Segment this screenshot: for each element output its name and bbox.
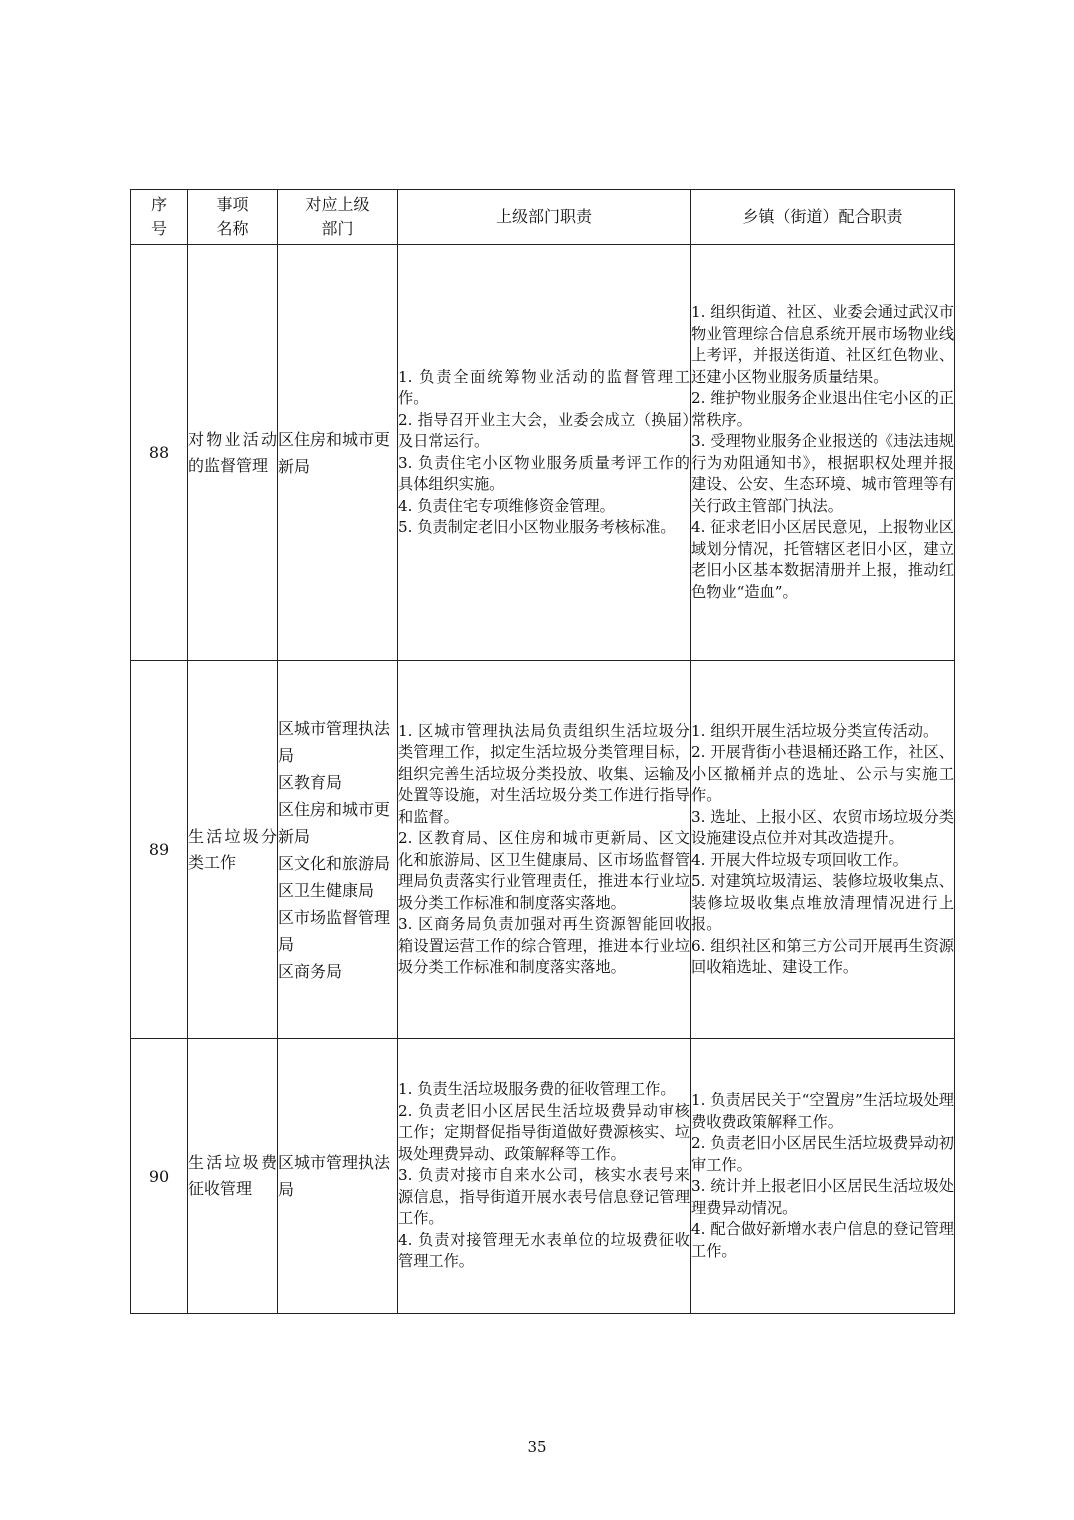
dept-item: 区城市管理执法局	[278, 1153, 391, 1199]
duty-item: 1. 负责生活垃圾服务费的征收管理工作。	[398, 1080, 676, 1099]
header-dept: 对应上级部门	[278, 190, 398, 245]
header-seq: 序号	[131, 190, 188, 245]
duty-item: 2. 负责老旧小区居民生活垃圾费异动审核工作；定期督促指导街道做好费源核实、垃圾处理费异动、政策解释等工作。	[398, 1101, 690, 1163]
header-name: 事项名称	[188, 190, 278, 245]
row-coop	[691, 245, 955, 661]
row-dept	[278, 1039, 398, 1314]
coop-item: 1. 组织街道、社区、业委会通过武汉市物业管理综合信息系统开展市场物业线上考评，并报送街道、社区红色物业、还建小区物业服务质量结果。	[691, 303, 954, 386]
duty-item: 3. 负责住宅小区物业服务质量考评工作的具体组织实施。	[398, 453, 690, 493]
duty-table	[130, 189, 955, 1314]
header-row	[131, 190, 955, 245]
row-duties	[398, 661, 691, 1039]
duty-item: 1. 负责全面统筹物业活动的监督管理工作。	[398, 367, 690, 407]
table-row	[131, 245, 955, 661]
dept-item: 区卫生健康局	[278, 880, 375, 900]
coop-item: 2. 维护物业服务企业退出住宅小区的正常秩序。	[691, 389, 954, 429]
duty-item: 1. 区城市管理执法局负责组织生活垃圾分类管理工作，拟定生活垃圾分类管理目标，组织完善生活垃圾分类投放、收集、运输及处置等设施，对生活垃圾分类工作进行指导和监督。	[398, 721, 690, 826]
row-coop	[691, 661, 955, 1039]
table-row	[131, 661, 955, 1039]
row-name: 生活垃圾分类工作	[188, 661, 278, 1039]
row-duties	[398, 245, 691, 661]
coop-item: 2. 开展背街小巷退桶还路工作，社区、小区撤桶并点的选址、公示与实施工作。	[691, 743, 954, 804]
duty-item: 3. 负责对接市自来水公司，核实水表号来源信息，指导街道开展水表号信息登记管理工作。	[398, 1166, 690, 1228]
table-row	[131, 1039, 955, 1314]
coop-item: 6. 组织社区和第三方公司开展再生资源回收箱选址、建设工作。	[691, 936, 954, 976]
row-dept	[278, 661, 398, 1039]
dept-item: 区住房和城市更新局	[278, 429, 391, 476]
coop-item: 3. 受理物业服务企业报送的《违法违规行为劝阻通知书》，根据职权处理并报建设、公安、生态环境、城市管理等有关行政主管部门执法。	[691, 432, 954, 515]
row-dept	[278, 245, 398, 661]
coop-item: 1. 组织开展生活垃圾分类宣传活动。	[691, 721, 939, 740]
duty-item: 4. 负责住宅专项维修资金管理。	[398, 496, 615, 515]
coop-item: 1. 负责居民关于“空置房”生活垃圾处理费收费政策解释工作。	[691, 1091, 954, 1131]
row-name: 对物业活动的监督管理	[188, 245, 278, 661]
row-duties	[398, 1039, 691, 1314]
row-seq: 88	[131, 245, 188, 661]
coop-item: 4. 征求老旧小区居民意见，上报物业区域划分情况，托管辖区老旧小区，建立老旧小区基本数据清册并上报，推动红色物业“造血”。	[691, 518, 954, 601]
dept-item: 区住房和城市更新局	[278, 799, 391, 846]
dept-item: 区文化和旅游局	[278, 853, 391, 873]
page-number: 35	[527, 1438, 547, 1456]
dept-item: 区市场监督管理局	[278, 907, 391, 954]
dept-item: 区教育局	[278, 772, 343, 792]
coop-item: 2. 负责老旧小区居民生活垃圾费异动初审工作。	[691, 1134, 954, 1174]
row-seq: 89	[131, 661, 188, 1039]
header-duties: 上级部门职责	[398, 190, 691, 245]
coop-item: 3. 选址、上报小区、农贸市场垃圾分类设施建设点位并对其改造提升。	[691, 807, 954, 847]
header-coop: 乡镇（街道）配合职责	[691, 190, 955, 245]
row-name: 生活垃圾费征收管理	[188, 1039, 278, 1314]
duty-item: 4. 负责对接管理无水表单位的垃圾费征收管理工作。	[398, 1230, 690, 1271]
row-coop	[691, 1039, 955, 1314]
duty-item: 5. 负责制定老旧小区物业服务考核标准。	[398, 518, 676, 536]
row-seq: 90	[131, 1039, 188, 1314]
duty-item: 2. 指导召开业主大会，业委会成立（换届）及日常运行。	[398, 410, 690, 450]
coop-item: 4. 配合做好新增水表户信息的登记管理工作。	[691, 1220, 954, 1260]
dept-item: 区城市管理执法局	[278, 718, 391, 765]
coop-item: 5. 对建筑垃圾清运、装修垃圾收集点、装修垃圾收集点堆放清理情况进行上报。	[691, 872, 954, 933]
duty-item: 3. 区商务局负责加强对再生资源智能回收箱设置运营工作的综合管理，推进本行业垃圾分类工作标准和制度落实落地。	[398, 915, 690, 976]
coop-item: 4. 开展大件垃圾专项回收工作。	[691, 850, 908, 869]
dept-item: 区商务局	[278, 961, 343, 981]
duty-item: 2. 区教育局、区住房和城市更新局、区文化和旅游局、区卫生健康局、区市场监督管理局负责落实行业管理责任，推进本行业垃圾分类工作标准和制度落实落地。	[398, 829, 690, 912]
coop-item: 3. 统计并上报老旧小区居民生活垃圾处理费异动情况。	[691, 1177, 954, 1217]
